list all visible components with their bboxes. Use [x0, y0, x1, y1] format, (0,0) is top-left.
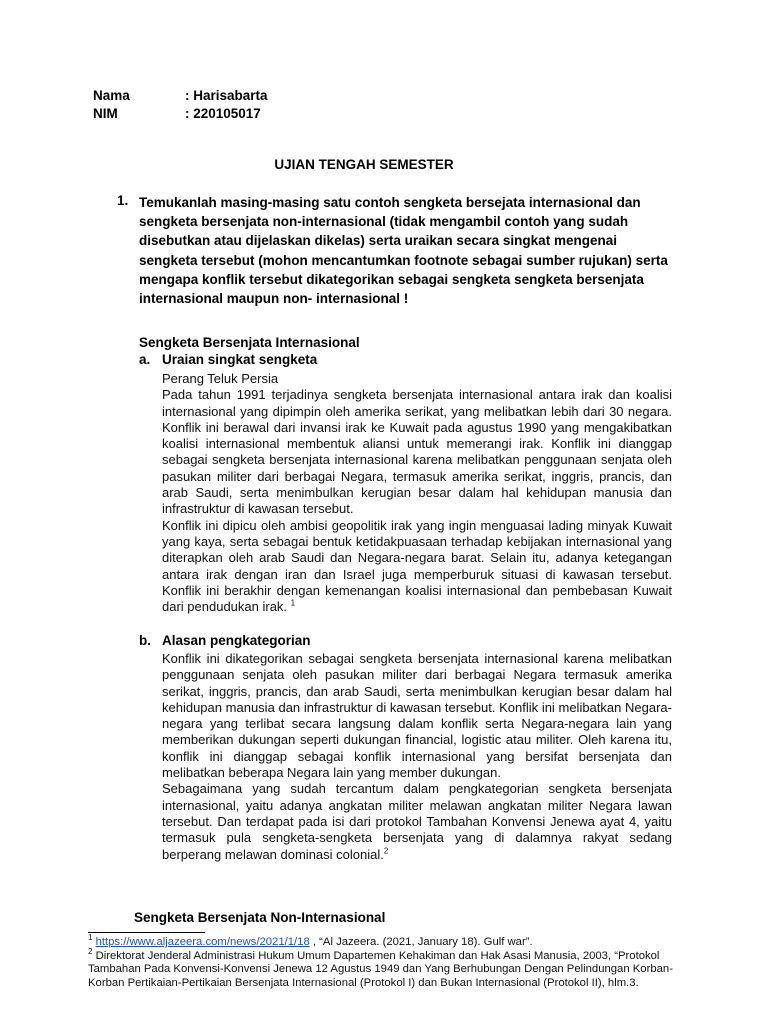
- part-a-body: [162, 371, 672, 615]
- footnote-ref-1[interactable]: 1: [290, 598, 296, 608]
- nim-label: NIM: [93, 106, 118, 121]
- footnote-2-text: Direktorat Jenderal Administrasi Hukum Umum Dapartemen Kehakiman dan Hak Asasi Manusia, 2003, “Protokol Tambahan Pada Konvensi-Konvensi Jenewa 12 Agustus 1949 dan Yang Berhubungan Dengan Pelindungan Korban-Korban Pertikaian-Pertikaian Bersenjata Internasional (Protokol I) dan Bukan Internasional (Protokol II), hlm.3.: [88, 949, 673, 989]
- part-a-paragraph-2-text: Konflik ini dipicu oleh ambisi geopolitik irak yang ingin menguasai lading minyak Kuwait yang kaya, serta sebagai bentuk ketidakpuasaan terhadap kebijakan internasional yang diterapkan oleh arab Saudi dan Negara-negara barat. Selain itu, adanya ketegangan antara irak dengan iran dan Israel juga memperburuk situasi di kawasan tersebut. Konflik ini berakhir dengan kemenangan koalisi internasional dan pembebasan Kuwait dari pendudukan irak.: [162, 517, 672, 615]
- part-b-paragraph-2: [162, 781, 672, 862]
- part-a-paragraph-2: [162, 518, 672, 616]
- section-international-heading: Sengketa Bersenjata Internasional: [139, 335, 360, 350]
- part-b-title: Alasan pengkategorian: [162, 633, 311, 648]
- footnote-1-mark: 1: [88, 933, 93, 943]
- question-number: 1.: [117, 193, 129, 208]
- footnote-1: [88, 933, 688, 950]
- part-b-paragraph-1: Konflik ini dikategorikan sebagai sengketa bersenjata internasional karena melibatkan penggunaan senjata oleh pasukan militer dari berbagai Negara termasuk amerika serikat, inggris, prancis, dan arab Saudi, serta menimbulkan kerugian besar dalam hal kehidupan manusia dan infrastruktur di kawasan tersebut. Konflik ini melibatkan Negara-negara yang terlibat secara langsung dalam konflik serta Negara-negara lain yang memberikan dukungan seperti dukungan financial, logistic atau militer. Oleh karena itu, konflik ini dianggap sebagai konflik internasional yang bersifat bersenjata dan melibatkan beberapa Negara lain yang member dukungan.: [162, 651, 672, 781]
- page-title: UJIAN TENGAH SEMESTER: [274, 157, 454, 172]
- part-b-letter: b.: [139, 633, 151, 648]
- footnote-1-link[interactable]: https://www.aljazeera.com/news/2021/1/18: [95, 936, 310, 948]
- part-a-subtitle: Perang Teluk Persia: [162, 371, 279, 386]
- part-a-title: Uraian singkat sengketa: [162, 352, 318, 367]
- question-text: Temukanlah masing-masing satu contoh sengketa bersejata internasional dan sengketa bersenjata non-internasional (tidak mengambil contoh yang sudah disebutkan atau dijelaskan dikelas) serta uraikan secara singkat mengenai sengketa tersebut (mohon mencantumkan footnote sebagai sumber rujukan) serta mengapa konflik tersebut dikategorikan sebagai sengketa sengketa bersenjata internasional maupun non- internasional !: [139, 195, 668, 307]
- name-label: Nama: [93, 88, 130, 103]
- part-a-paragraph-1: Pada tahun 1991 terjadinya sengketa bersenjata internasional antara irak dan koalisi internasional yang dipimpin oleh amerika serikat, yang melibatkan lebih dari 30 negara. Konflik ini berawal dari invansi irak ke Kuwait pada agustus 1990 yang mengakibatkan koalisi internasional membentuk aliansi untuk memerangi irak. Konflik ini dianggap sebagai sengketa bersenjata internasional karena melibatkan penggunaan senjata oleh pasukan militer dari berbagai Negara, termasuk amerika serikat, inggris, prancis, dan arab Saudi, serta menimbulkan kerugian besar dalam hal kehidupan manusia dan infrastruktur di kawasan tersebut.: [162, 387, 672, 517]
- footnote-ref-2[interactable]: 2: [383, 846, 389, 856]
- footnote-2: [88, 946, 688, 991]
- name-value: : Harisabarta: [185, 88, 268, 103]
- nim-value: : 220105017: [185, 106, 261, 121]
- footnote-1-text: , “Al Jazeera. (2021, January 18). Gulf war”.: [309, 936, 533, 948]
- footnote-separator: [88, 932, 205, 933]
- part-b-paragraph-2-text: Sebagaimana yang sudah tercantum dalam pengkategorian sengketa bersenjata internasional, yaitu adanya angkatan militer melawan angkatan militer Negara lawan tersebut. Dan terdapat pada isi dari protokol Tambahan Konvensi Jenewa ayat 4, yaitu termasuk pula sengketa-sengketa bersenjata yang di dalamnya rakyat sedang berperang melawan dominasi colonial.: [162, 781, 672, 862]
- part-b-body: [162, 651, 672, 863]
- footnotes: [88, 933, 688, 990]
- part-a-letter: a.: [139, 352, 151, 367]
- footnote-2-mark: 2: [88, 946, 93, 956]
- section-non-international-heading: Sengketa Bersenjata Non-Internasional: [134, 910, 386, 925]
